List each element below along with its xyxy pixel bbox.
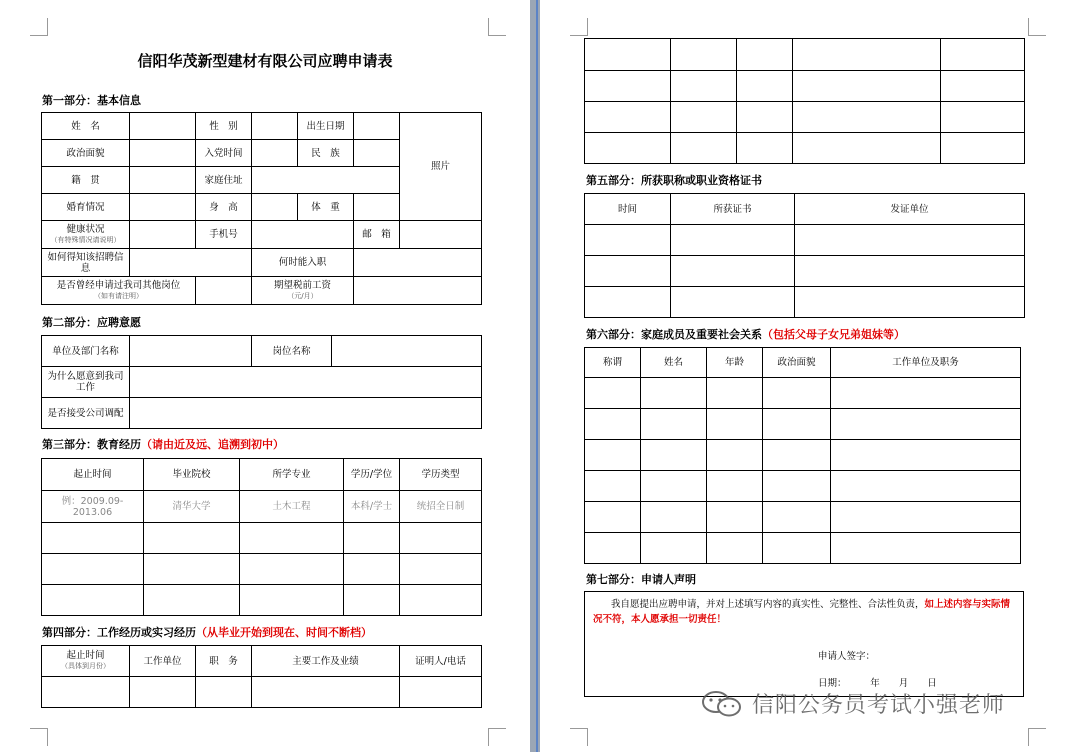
cert-header-time: 时间 (585, 194, 671, 225)
family-cell[interactable] (707, 502, 763, 533)
table-row (42, 554, 482, 585)
label-party-date: 入党时间 (196, 140, 252, 167)
family-cell[interactable] (707, 409, 763, 440)
label-health (42, 221, 130, 249)
family-cell[interactable] (641, 440, 707, 471)
section-certificates: 第五部分：所获职称或职业资格证书 (586, 174, 762, 187)
family-cell[interactable] (707, 378, 763, 409)
work-cell[interactable] (671, 133, 737, 164)
work-cell[interactable] (585, 71, 671, 102)
work-header-ref: 证明人/电话 (400, 646, 482, 677)
family-cell[interactable] (641, 471, 707, 502)
label-birth: 出生日期 (298, 113, 354, 140)
edu-cell[interactable] (344, 554, 400, 585)
declaration-warning: 如上述内容与实际情况不符，本人愿承担一切责任！ (593, 599, 1011, 625)
table-row (585, 102, 1025, 133)
work-period-label: 起止时间 (66, 650, 105, 661)
cert-cell[interactable] (671, 287, 795, 318)
table-row (585, 256, 1025, 287)
label-politics: 政治面貌 (42, 140, 130, 167)
edu-cell[interactable] (240, 585, 344, 616)
family-cell[interactable] (763, 471, 831, 502)
family-cell[interactable] (831, 533, 1021, 564)
salary-label-text: 期望税前工资 (273, 279, 331, 291)
work-header-period (42, 646, 130, 677)
input-start[interactable] (354, 249, 482, 277)
table-row (42, 585, 482, 616)
work-cell[interactable] (941, 71, 1025, 102)
crop-mark (30, 728, 48, 746)
edu-sample-period[interactable]: 例：2009.09-2013.06 (42, 491, 144, 523)
work-header-duty: 职 务 (196, 646, 252, 677)
input-marriage[interactable] (130, 194, 196, 221)
family-cell[interactable] (831, 502, 1021, 533)
table-row (585, 225, 1025, 256)
family-cell[interactable] (641, 409, 707, 440)
work-cell[interactable] (42, 677, 130, 708)
health-note: （有特殊情况请说明） (50, 235, 121, 244)
family-cell[interactable] (585, 502, 641, 533)
family-header-politics: 政治面貌 (763, 348, 831, 378)
label-adjust: 是否接受公司调配 (42, 398, 130, 429)
work-cell[interactable] (400, 677, 482, 708)
edu-cell[interactable] (42, 554, 144, 585)
table-row (585, 409, 1021, 440)
label-why: 为什么愿意到我司工作 (42, 367, 130, 398)
label-applied (42, 277, 196, 305)
table-row (585, 471, 1021, 502)
label-start: 何时能入职 (252, 249, 354, 277)
label-gender: 性 别 (196, 113, 252, 140)
family-cell[interactable] (641, 378, 707, 409)
work-table (41, 645, 482, 708)
input-health[interactable] (130, 221, 196, 249)
section-family-note: （包括父母子女兄弟姐妹等） (762, 328, 905, 341)
work-cell[interactable] (941, 133, 1025, 164)
declaration-box (584, 591, 1024, 697)
basic-info-table (41, 112, 482, 305)
work-cell[interactable] (793, 71, 941, 102)
health-label-text: 健康状况 (66, 223, 105, 235)
family-cell[interactable] (585, 471, 641, 502)
label-name: 姓 名 (42, 113, 130, 140)
applied-note: （如有请注明） (94, 291, 143, 300)
work-cell[interactable] (671, 39, 737, 71)
work-cell[interactable] (671, 71, 737, 102)
watermark (700, 688, 1005, 719)
table-row (585, 440, 1021, 471)
cert-cell[interactable] (795, 256, 1025, 287)
section-work-title: 第四部分：工作经历或实习经历 (42, 626, 196, 639)
work-cell[interactable] (793, 133, 941, 164)
section-intent: 第二部分：应聘意愿 (42, 316, 141, 329)
input-name[interactable] (130, 113, 196, 140)
work-cell[interactable] (941, 102, 1025, 133)
label-email: 邮 箱 (354, 221, 400, 249)
edu-cell[interactable] (400, 523, 482, 554)
input-email[interactable] (400, 221, 482, 249)
family-cell[interactable] (707, 440, 763, 471)
input-home[interactable] (252, 167, 400, 194)
section-work-note: （从毕业开始到现在、时间不断档） (196, 626, 372, 639)
family-cell[interactable] (831, 440, 1021, 471)
input-birth[interactable] (354, 113, 400, 140)
form-page-1 (0, 0, 530, 752)
family-cell[interactable] (585, 440, 641, 471)
label-salary (252, 277, 354, 305)
family-header-work: 工作单位及职务 (831, 348, 1021, 378)
work-cell[interactable] (196, 677, 252, 708)
input-gender[interactable] (252, 113, 298, 140)
edu-sample-major[interactable]: 土木工程 (240, 491, 344, 523)
family-cell[interactable] (763, 440, 831, 471)
label-unit: 单位及部门名称 (42, 336, 130, 367)
work-cell[interactable] (671, 102, 737, 133)
label-height: 身 高 (196, 194, 252, 221)
work-cell[interactable] (737, 39, 793, 71)
work-cell[interactable] (737, 133, 793, 164)
family-cell[interactable] (763, 533, 831, 564)
cert-cell[interactable] (795, 225, 1025, 256)
crop-mark (1028, 18, 1046, 36)
family-cell[interactable] (831, 409, 1021, 440)
label-home: 家庭住址 (196, 167, 252, 194)
family-cell[interactable] (707, 533, 763, 564)
input-salary[interactable] (354, 277, 482, 305)
crop-mark (30, 18, 48, 36)
crop-mark (570, 728, 588, 746)
family-cell[interactable] (641, 502, 707, 533)
edu-header-type: 学历类型 (400, 459, 482, 491)
section-family (586, 326, 905, 342)
family-table (584, 347, 1021, 564)
input-native[interactable] (130, 167, 196, 194)
edu-cell[interactable] (344, 585, 400, 616)
input-source[interactable] (130, 249, 252, 277)
edu-cell[interactable] (240, 554, 344, 585)
table-row (585, 133, 1025, 164)
edu-sample-type[interactable]: 统招全日制 (400, 491, 482, 523)
family-cell[interactable] (763, 409, 831, 440)
edu-cell[interactable] (400, 585, 482, 616)
cert-header-name: 所获证书 (671, 194, 795, 225)
table-row (42, 677, 482, 708)
family-cell[interactable] (585, 409, 641, 440)
work-cell[interactable] (585, 133, 671, 164)
section-declaration: 第七部分：申请人声明 (586, 573, 696, 586)
salary-unit: （元/月） (287, 291, 318, 300)
edu-cell[interactable] (344, 523, 400, 554)
family-cell[interactable] (763, 502, 831, 533)
section-family-title: 第六部分：家庭成员及重要社会关系 (586, 328, 762, 341)
edu-header-degree: 学历/学位 (344, 459, 400, 491)
input-why[interactable] (130, 367, 482, 398)
table-row (585, 378, 1021, 409)
education-table (41, 458, 482, 616)
cert-cell[interactable] (671, 225, 795, 256)
edu-cell[interactable] (42, 523, 144, 554)
cert-cell[interactable] (671, 256, 795, 287)
label-post: 岗位名称 (252, 336, 332, 367)
label-ethnic: 民 族 (298, 140, 354, 167)
edu-cell[interactable] (144, 585, 240, 616)
edu-header-period: 起止时间 (42, 459, 144, 491)
table-row (585, 533, 1021, 564)
family-cell[interactable] (831, 378, 1021, 409)
work-cell[interactable] (793, 102, 941, 133)
input-height[interactable] (252, 194, 298, 221)
input-ethnic[interactable] (354, 140, 400, 167)
photo-cell[interactable]: 照片 (400, 113, 482, 221)
work-table-continued (584, 38, 1025, 164)
family-cell[interactable] (641, 533, 707, 564)
table-row (585, 287, 1025, 318)
signature-label[interactable]: 申请人签字： (818, 651, 876, 662)
label-source: 如何得知该招聘信息 (42, 249, 130, 277)
edu-sample-degree[interactable]: 本科/学士 (344, 491, 400, 523)
edu-header-school: 毕业院校 (144, 459, 240, 491)
section-education (42, 436, 284, 452)
crop-mark (488, 728, 506, 746)
section-education-title: 第三部分：教育经历 (42, 438, 141, 451)
family-header-relation: 称谓 (585, 348, 641, 378)
edu-cell[interactable] (240, 523, 344, 554)
table-row (585, 39, 1025, 71)
edu-sample-school[interactable]: 清华大学 (144, 491, 240, 523)
input-phone[interactable] (252, 221, 354, 249)
family-header-age: 年龄 (707, 348, 763, 378)
table-row (585, 502, 1021, 533)
wechat-icon (700, 689, 744, 719)
work-cell[interactable] (737, 102, 793, 133)
watermark-text: 信阳公务员考试小强老师 (752, 693, 1006, 718)
crop-mark (488, 18, 506, 36)
certificate-table (584, 193, 1025, 318)
applied-label-text: 是否曾经申请过我司其他岗位 (56, 279, 181, 291)
input-unit[interactable] (130, 336, 252, 367)
label-marriage: 婚育情况 (42, 194, 130, 221)
work-cell[interactable] (252, 677, 400, 708)
edu-header-major: 所学专业 (240, 459, 344, 491)
table-row (585, 71, 1025, 102)
work-period-note: （具体到月份） (61, 662, 110, 670)
input-party-date[interactable] (252, 140, 298, 167)
work-header-unit: 工作单位 (130, 646, 196, 677)
work-header-main: 主要工作及业绩 (252, 646, 400, 677)
input-applied[interactable] (196, 277, 252, 305)
edu-cell[interactable] (400, 554, 482, 585)
cert-header-issuer: 发证单位 (795, 194, 1025, 225)
crop-mark (570, 18, 588, 36)
edu-cell[interactable] (42, 585, 144, 616)
input-adjust[interactable] (130, 398, 482, 429)
section-basic-info: 第一部分：基本信息 (42, 94, 141, 107)
edu-cell[interactable] (144, 523, 240, 554)
date-label[interactable]: 日期： 年 月 日 (818, 678, 937, 689)
declaration-text: 我自愿提出应聘申请，并对上述填写内容的真实性、完整性、合法性负责， (611, 599, 925, 610)
crop-mark (1028, 728, 1046, 746)
work-cell[interactable] (737, 71, 793, 102)
label-phone: 手机号 (196, 221, 252, 249)
cert-cell[interactable] (585, 256, 671, 287)
family-cell[interactable] (585, 533, 641, 564)
page-divider (536, 0, 538, 752)
section-education-note: （请由近及远、追溯到初中） (141, 438, 284, 451)
family-cell[interactable] (831, 471, 1021, 502)
label-weight: 体 重 (298, 194, 354, 221)
work-cell[interactable] (130, 677, 196, 708)
family-header-name: 姓名 (641, 348, 707, 378)
cert-cell[interactable] (795, 287, 1025, 318)
section-work (42, 624, 372, 640)
intent-table (41, 335, 482, 429)
label-native: 籍 贯 (42, 167, 130, 194)
family-cell[interactable] (707, 471, 763, 502)
table-row (42, 523, 482, 554)
input-post[interactable] (332, 336, 482, 367)
work-cell[interactable] (585, 39, 671, 71)
cert-cell[interactable] (585, 287, 671, 318)
work-cell[interactable] (941, 39, 1025, 71)
input-politics[interactable] (130, 140, 196, 167)
work-cell[interactable] (793, 39, 941, 71)
edu-cell[interactable] (144, 554, 240, 585)
form-title: 信阳华茂新型建材有限公司应聘申请表 (137, 52, 393, 70)
family-cell[interactable] (763, 378, 831, 409)
family-cell[interactable] (585, 378, 641, 409)
input-weight[interactable] (354, 194, 400, 221)
cert-cell[interactable] (585, 225, 671, 256)
work-cell[interactable] (585, 102, 671, 133)
